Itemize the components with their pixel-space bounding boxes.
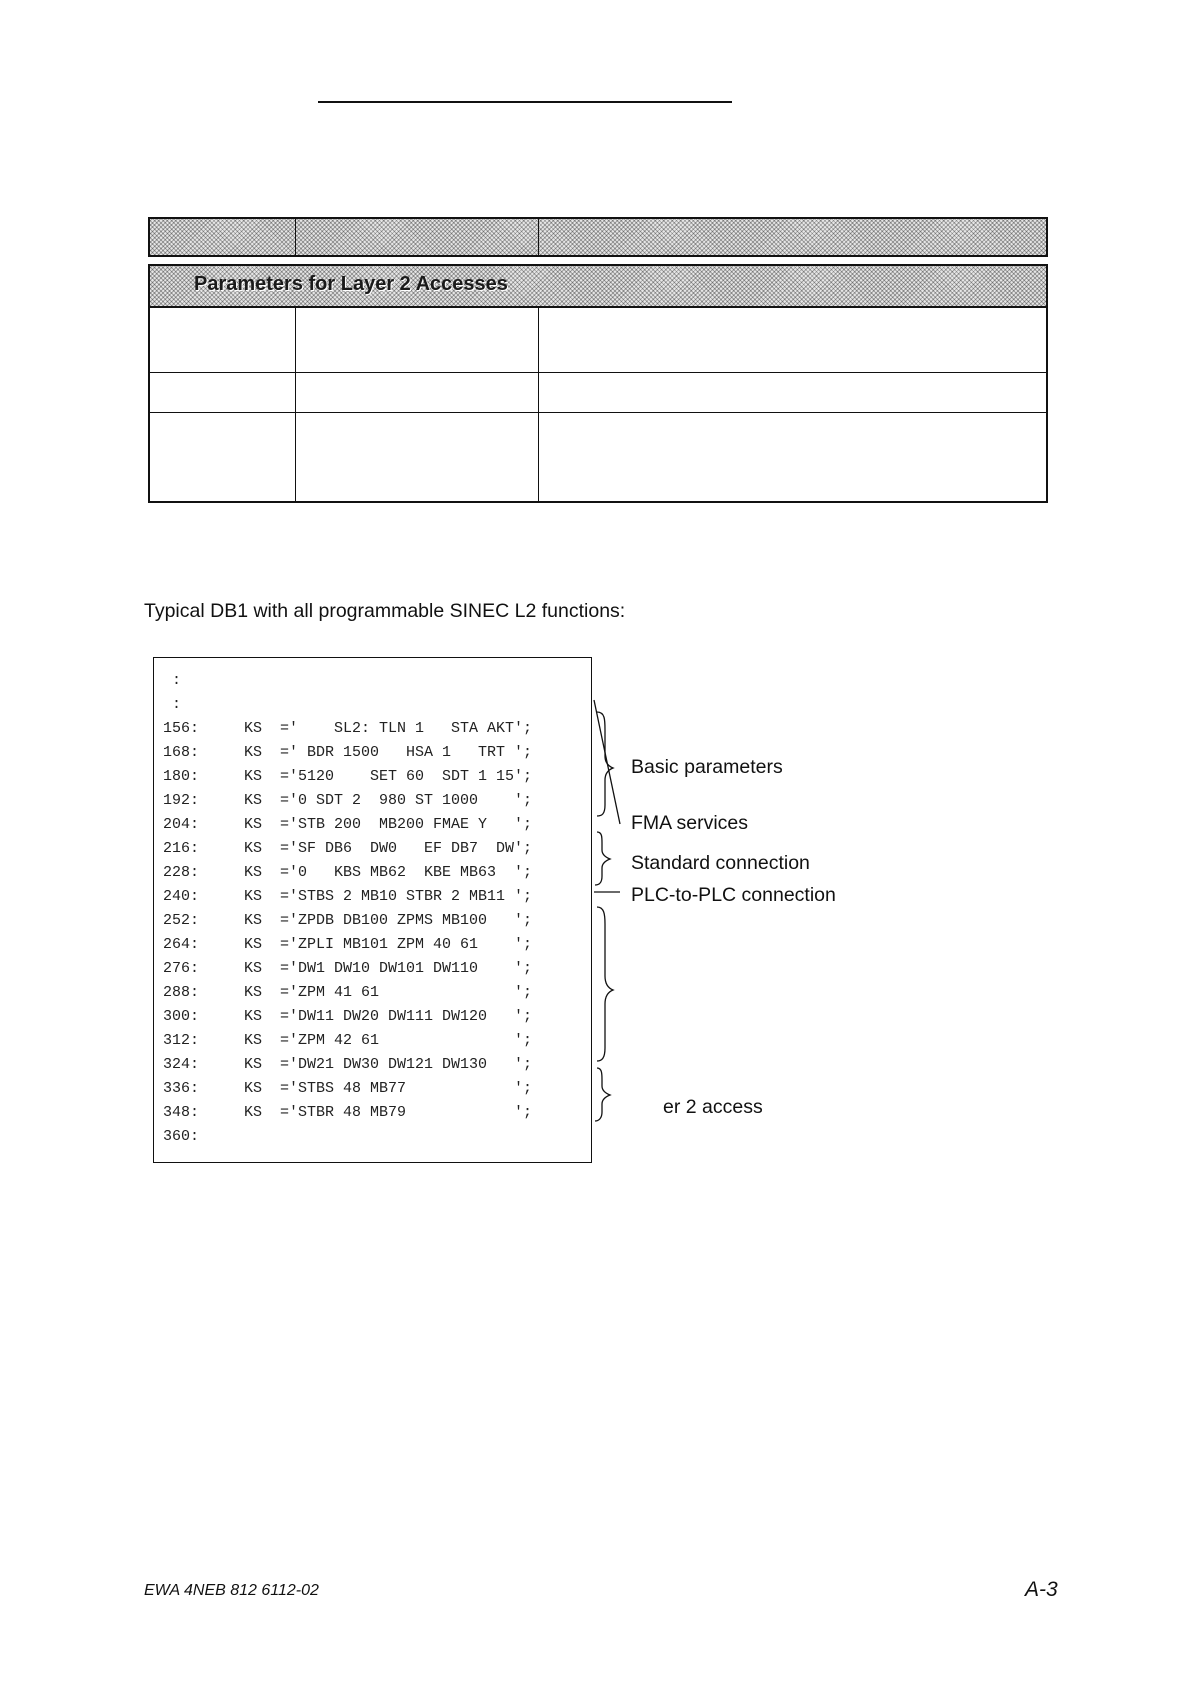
code-line: 192: KS ='0 SDT 2 980 ST 1000 '; xyxy=(163,792,533,809)
header-col-divider-2 xyxy=(538,219,539,255)
annotation-plc-to-plc: PLC-to-PLC connection xyxy=(631,884,836,906)
code-line: 360: xyxy=(163,1128,200,1145)
db1-listing xyxy=(153,657,592,1163)
table-header-row xyxy=(148,217,1048,257)
annotation-basic-parameters: Basic parameters xyxy=(631,756,783,778)
code-line: 288: KS ='ZPM 41 61 '; xyxy=(163,984,533,1001)
code-line: 348: KS ='STBR 48 MB79 '; xyxy=(163,1104,533,1121)
annotation-fma-services: FMA services xyxy=(631,812,749,834)
code-line: 252: KS ='ZPDB DB100 ZPMS MB100 '; xyxy=(163,912,533,929)
code-line: 228: KS ='0 KBS MB62 KBE MB63 '; xyxy=(163,864,533,881)
body-col-divider-1 xyxy=(295,308,296,501)
footer-page-number: A-3 xyxy=(1025,1578,1058,1601)
code-line: 216: KS ='SF DB6 DW0 EF DB7 DW'; xyxy=(163,840,533,857)
body-col-divider-2 xyxy=(538,308,539,501)
code-line: 264: KS ='ZPLI MB101 ZPM 40 61 '; xyxy=(163,936,533,953)
code-line: : xyxy=(163,672,182,689)
table-body xyxy=(148,308,1048,503)
table-section-row xyxy=(148,264,1048,308)
brace-plc-block xyxy=(597,907,613,1061)
table-section-title: Parameters for Layer 2 Accesses xyxy=(194,273,508,295)
code-line: 240: KS ='STBS 2 MB10 STBR 2 MB11 '; xyxy=(163,888,533,905)
table-row-divider-2 xyxy=(150,412,1046,413)
annotation-layer2-access: er 2 access xyxy=(663,1096,763,1118)
table-row-divider-1 xyxy=(150,372,1046,373)
code-line: 336: KS ='STBS 48 MB77 '; xyxy=(163,1080,533,1097)
brace-standard-connection xyxy=(595,832,610,885)
top-rule xyxy=(318,101,732,103)
parameters-table xyxy=(148,217,1048,503)
listing-caption: Typical DB1 with all programmable SINEC L2 functions: xyxy=(144,600,626,622)
brace-layer2-access xyxy=(595,1068,610,1121)
header-col-divider-1 xyxy=(295,219,296,255)
code-line: 156: KS =' SL2: TLN 1 STA AKT'; xyxy=(163,720,533,737)
code-line: 168: KS =' BDR 1500 HSA 1 TRT '; xyxy=(163,744,533,761)
annotation-standard-connection: Standard connection xyxy=(631,852,810,874)
footer-document-id: EWA 4NEB 812 6112-02 xyxy=(144,1582,319,1599)
code-line: 204: KS ='STB 200 MB200 FMAE Y '; xyxy=(163,816,533,833)
code-line: 276: KS ='DW1 DW10 DW101 DW110 '; xyxy=(163,960,533,977)
code-line: 324: KS ='DW21 DW30 DW121 DW130 '; xyxy=(163,1056,533,1073)
code-line: 300: KS ='DW11 DW20 DW111 DW120 '; xyxy=(163,1008,533,1025)
code-line: : xyxy=(163,696,182,713)
code-line: 180: KS ='5120 SET 60 SDT 1 15'; xyxy=(163,768,533,785)
leader-fma-services xyxy=(594,700,620,824)
code-line: 312: KS ='ZPM 42 61 '; xyxy=(163,1032,533,1049)
